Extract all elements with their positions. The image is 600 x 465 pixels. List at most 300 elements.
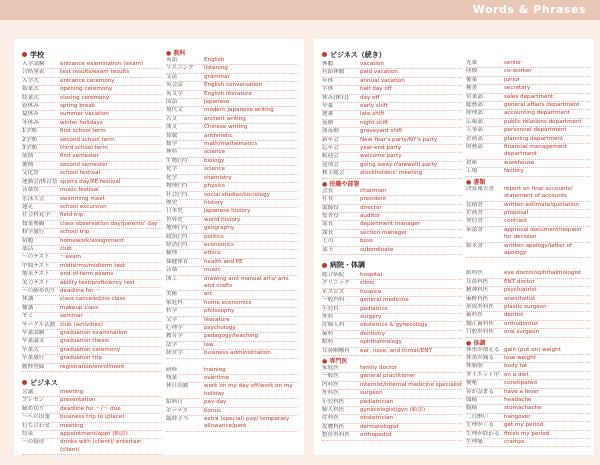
japanese-term: 夜勤 (322, 119, 334, 126)
japanese-term: 同僚 (466, 68, 478, 75)
english-term: graduation trip (60, 355, 102, 362)
japanese-term: 秘書 (466, 85, 478, 92)
vocab-row (22, 103, 162, 111)
vocab-row (466, 77, 590, 85)
vocab-row (466, 94, 590, 102)
english-term: grammar (204, 73, 230, 80)
english-term: section manager (360, 229, 408, 236)
english-term: makeup class (60, 304, 99, 311)
japanese-term: 外科医 (322, 390, 339, 397)
vocab-row (466, 68, 590, 76)
english-term: oral surgeon (504, 329, 540, 336)
english-term: orthodontist (504, 320, 539, 327)
japanese-term: 国語 (166, 99, 178, 106)
vocab-row (166, 166, 298, 174)
english-term: night shift (360, 119, 389, 126)
vocab-row (322, 145, 462, 153)
vocab-row (466, 372, 590, 380)
japanese-term: 世界史 (166, 216, 183, 223)
english-term: biology (204, 157, 225, 164)
english-term: third school term (60, 145, 108, 152)
english-term: have a fever (504, 388, 540, 395)
english-term: midterms/midterm test (60, 262, 125, 269)
vocab-row (22, 229, 162, 237)
english-term: physics (204, 183, 225, 190)
bullet-icon (322, 52, 327, 57)
english-term: world history (204, 216, 241, 223)
japanese-term: 監査役 (322, 212, 339, 219)
japanese-term: 部下 (322, 246, 334, 253)
japanese-term: ボーナス (166, 407, 189, 414)
japanese-term: 英語 (166, 57, 178, 63)
vocab-row (466, 279, 590, 287)
english-term: Japanese (204, 99, 230, 106)
vocab-row (322, 95, 462, 103)
vocab-row (166, 82, 298, 90)
vocab-row (322, 153, 462, 161)
vocab-row (466, 168, 590, 176)
vocab-row (166, 208, 298, 216)
english-term: graduation examination (60, 330, 128, 336)
japanese-term: 工場 (466, 168, 478, 175)
english-term: anesthetist (504, 295, 536, 302)
japanese-term: 教育学 (166, 333, 183, 340)
japanese-term: 古文 (166, 115, 178, 122)
english-term: training (204, 366, 226, 373)
japanese-term: 二日酔い (466, 413, 489, 420)
english-term: economics (204, 241, 234, 248)
english-term: public relations department (504, 118, 582, 125)
english-term: deadline for ～/～ due (60, 405, 121, 412)
japanese-term: サークル活動 (22, 321, 56, 328)
english-term: pedagogy/teaching (204, 333, 259, 340)
vocab-row (166, 91, 298, 99)
english-term: music (204, 267, 221, 274)
japanese-term: 耳鼻咽喉科 (322, 347, 350, 354)
vocab-row (466, 160, 590, 168)
vocab-row (466, 110, 590, 118)
english-term: cramps (504, 439, 525, 446)
japanese-term: 上司 (322, 238, 334, 245)
japanese-term: 休み(休日) (322, 94, 349, 101)
japanese-term: 麻酔科医 (466, 295, 489, 302)
section-heading: ビジネス（続き） (322, 48, 462, 61)
english-term: ancient writing (204, 115, 246, 122)
vocab-row (166, 399, 298, 407)
vocab-row (322, 415, 462, 423)
japanese-term: 体脂肪 (466, 363, 483, 370)
japanese-term: 合格発表 (22, 69, 45, 76)
vocab-row (466, 414, 590, 422)
english-term: math/mathematics (204, 141, 258, 148)
vocab-row (22, 305, 162, 313)
english-term: stomachache (504, 405, 542, 412)
vocab-row (22, 414, 162, 422)
vocab-row (466, 270, 590, 278)
english-term: class canceled/no class (60, 296, 126, 303)
english-term: annual vacation (360, 77, 405, 84)
japanese-term: 一般医 (322, 373, 339, 380)
japanese-term: 実力テスト (22, 279, 50, 286)
japanese-term: クリニック (322, 280, 350, 287)
bullet-icon (22, 380, 27, 385)
japanese-term: 人事部 (466, 127, 483, 134)
japanese-term: 打ち合わせ (22, 422, 50, 429)
english-term: graduation ceremony (60, 346, 121, 353)
japanese-term: 算数 (166, 132, 178, 139)
japanese-term: 文化祭 (22, 170, 39, 177)
english-term: modern Japanese writing (204, 107, 274, 114)
subsection-heading: ● 教科 (166, 50, 186, 57)
column-1 (22, 48, 162, 455)
japanese-term: 生理が終わる (466, 430, 500, 437)
japanese-term: 体重が減る (466, 355, 494, 361)
english-term: overtime (204, 375, 230, 382)
english-term: art (204, 291, 212, 298)
english-term: geography (204, 225, 235, 232)
english-term: lose weight (504, 355, 536, 361)
vocab-row (166, 300, 298, 308)
english-term: drawing and manual arts/ arts and crafts (204, 275, 289, 289)
japanese-term: 保健体育 (166, 258, 189, 265)
vocab-row (166, 367, 298, 375)
english-term: psychology (204, 325, 236, 331)
japanese-term: 締め切り (22, 405, 45, 412)
english-term: director (360, 204, 382, 211)
english-term: deadline for ～ (60, 287, 101, 294)
english-term: general medicine (360, 297, 409, 304)
vocab-row (466, 296, 590, 304)
vocab-row (22, 439, 162, 455)
vocab-row (22, 69, 162, 77)
vocab-row (466, 363, 590, 371)
japanese-term: 年休 (322, 77, 334, 84)
vocab-row (22, 128, 162, 136)
japanese-term: ダイエット中 (466, 371, 500, 378)
vocab-row (22, 221, 162, 229)
vocab-row (166, 333, 298, 341)
english-term: personnel department (504, 127, 567, 134)
japanese-term: 会長 (322, 187, 334, 194)
vocab-row (166, 259, 298, 267)
subsection-heading: ● 体調 (466, 339, 486, 347)
english-term: ethics (204, 250, 221, 257)
japanese-term: 新年会 (322, 136, 339, 143)
english-term: dentistry (360, 330, 386, 337)
english-term: work on my day off/work on my holiday (204, 383, 293, 397)
japanese-term: 小児科医 (322, 398, 345, 405)
japanese-term: 便秘 (466, 380, 478, 387)
vocab-row (322, 188, 462, 196)
japanese-term: 倫理 (166, 250, 178, 257)
japanese-term: 深夜勤 (322, 128, 339, 135)
english-term: secretary (504, 85, 531, 92)
japanese-term: 忘年会 (322, 145, 339, 152)
japanese-term: 早番 (322, 103, 334, 110)
japanese-term: 宿題 (22, 237, 34, 244)
japanese-term: 心理学 (166, 325, 183, 331)
vocab-row (466, 287, 590, 295)
vocab-row (166, 149, 298, 157)
vocab-row (22, 423, 162, 431)
japanese-term: 冬休み (22, 119, 39, 126)
japanese-term: 形成外科医 (466, 303, 494, 310)
japanese-term: ゼミ (22, 313, 34, 320)
japanese-term: 腹痛 (466, 405, 478, 412)
vocab-row (166, 350, 298, 358)
english-term: opening ceremony (60, 86, 113, 93)
english-term: English conversation (204, 82, 263, 89)
vocab-row (166, 408, 298, 416)
japanese-term: 美術 (166, 291, 178, 298)
english-term: obstetrician (360, 415, 394, 422)
vocab-row (22, 95, 162, 103)
japanese-term: 臨時手当 (166, 416, 189, 423)
vocab-row (466, 102, 590, 110)
japanese-term: 地理(学) (166, 225, 188, 232)
japanese-term: 社長 (322, 196, 334, 203)
english-term: ear, nose, and throat/ENT (360, 347, 432, 354)
japanese-term: 中間テスト (22, 262, 50, 269)
vocab-row (22, 355, 162, 363)
vocab-row (322, 230, 462, 238)
vocab-row (166, 200, 298, 208)
japanese-term: 始業式 (22, 86, 39, 93)
japanese-term: 送別会 (322, 161, 339, 168)
vocab-row (22, 347, 162, 355)
japanese-term: 哲学 (166, 308, 178, 315)
vocab-row (166, 74, 298, 82)
japanese-term: 決算報告書 (466, 185, 494, 192)
english-term: music festival (60, 187, 99, 194)
japanese-term: リスニング (166, 65, 194, 72)
vocab-row (322, 162, 462, 170)
vocab-row (466, 405, 590, 413)
subsection-heading: ● 専門医 (322, 358, 348, 365)
vocab-row (466, 439, 590, 447)
japanese-term: 先輩 (466, 60, 478, 66)
vocab-row (22, 120, 162, 128)
vocab-row (22, 137, 162, 145)
japanese-term: 現代文 (166, 107, 183, 114)
japanese-term: 取締役 (322, 204, 339, 211)
vocab-row (22, 153, 162, 161)
japanese-term: 前期 (22, 153, 34, 160)
english-term: health and PE (204, 258, 243, 265)
english-term: seminar (60, 313, 83, 320)
vocab-row (466, 312, 590, 320)
vocab-row (22, 389, 162, 397)
japanese-term: 理科 (166, 149, 178, 156)
vocab-row (166, 308, 298, 316)
japanese-term: 精神科医 (466, 287, 489, 294)
japanese-term: 企画部 (466, 135, 483, 142)
english-term: contract (504, 218, 528, 225)
english-term: hospice (360, 288, 382, 295)
english-term: orthopedist (360, 432, 393, 439)
vocab-row (22, 86, 162, 94)
vocab-row (322, 432, 462, 440)
english-term: class observation day/parents' day (60, 220, 158, 227)
vocab-row (22, 254, 162, 262)
japanese-term: 期末テスト (22, 271, 50, 278)
vocab-row (322, 306, 462, 314)
vocab-row (22, 204, 162, 212)
english-term: graduation thesis (60, 338, 109, 345)
japanese-term: 産婦人科 (322, 322, 345, 329)
japanese-term: 漢文 (166, 124, 178, 131)
vocab-row (22, 246, 162, 254)
english-term: early shift (360, 103, 388, 110)
english-term: club (60, 245, 72, 252)
japanese-term: 社会科見学 (22, 212, 50, 219)
english-term: going away (farewell) party (360, 161, 437, 168)
japanese-term: 入学式 (22, 77, 39, 84)
japanese-term: 外科 (322, 313, 334, 320)
vocab-row (166, 183, 298, 191)
english-term: Chinese writing (204, 124, 248, 131)
japanese-term: 企画書 (466, 209, 483, 216)
vocab-row (322, 170, 462, 178)
vocab-row (322, 128, 462, 136)
japanese-term: 耳鼻科医 (466, 278, 489, 285)
vocab-row (322, 348, 462, 356)
vocab-row (22, 111, 162, 119)
vocab-row (322, 86, 462, 94)
english-term: business administration (204, 350, 271, 357)
english-term: hospital (360, 271, 383, 278)
vocab-row (466, 227, 590, 243)
vocab-row (466, 422, 590, 430)
column-4 (466, 60, 590, 447)
vocab-row (466, 218, 590, 226)
vocab-row (166, 175, 298, 183)
vocab-row (166, 133, 298, 141)
japanese-term: 補講 (22, 304, 34, 311)
english-term: paid vacation (360, 69, 398, 76)
japanese-term: 矯正歯科医 (466, 320, 494, 327)
japanese-term: 休日出勤 (166, 383, 189, 390)
japanese-term: 眼科 (322, 339, 334, 346)
japanese-term: 入学試験 (22, 61, 45, 67)
bullet-icon (322, 263, 327, 268)
english-term: entrance examination (exam) (60, 61, 144, 67)
english-term: auditor (360, 212, 380, 219)
vocab-row (466, 355, 590, 363)
english-term: swimming meet (60, 195, 105, 202)
vocab-row (322, 280, 462, 288)
english-term: year-end party (360, 145, 402, 152)
japanese-term: 体重が増える (466, 346, 500, 353)
english-term: clinic (360, 280, 375, 287)
english-term: ～exam (60, 254, 82, 261)
vocab-row (22, 296, 162, 304)
english-term: constipated (504, 380, 537, 387)
english-term: hangover (504, 413, 531, 420)
japanese-term: プレゼン (22, 397, 45, 404)
japanese-term: 音楽 (166, 267, 178, 274)
english-term: dentist (504, 312, 524, 319)
english-term: factory (504, 168, 524, 175)
english-term: financial management department (504, 144, 567, 158)
vocab-row (22, 330, 162, 338)
japanese-term: 会議 (22, 389, 34, 396)
english-term: registration/enrollment (60, 363, 125, 370)
english-term: stockholders' meeting (360, 170, 423, 177)
english-term: written estimate/quotation (504, 201, 579, 208)
japanese-term: ホスピス (322, 288, 345, 295)
japanese-term: 物理(学) (166, 183, 188, 190)
column-2 (166, 48, 298, 432)
vocab-row (466, 389, 590, 397)
japanese-term: 英文学 (166, 90, 183, 97)
vocab-row (166, 267, 298, 275)
english-term: warehouse (504, 159, 535, 166)
vocab-row (166, 250, 298, 258)
vocab-row (166, 234, 298, 242)
japanese-term: 半休 (322, 86, 334, 93)
vocab-row (466, 380, 590, 388)
english-term: end-of-term exams (60, 271, 114, 278)
vocab-row (166, 158, 298, 166)
japanese-term: 株主総会 (322, 170, 345, 177)
english-term: politics (204, 233, 224, 240)
japanese-term: 経理部 (466, 110, 483, 117)
vocab-row (22, 179, 162, 187)
english-term: home economics (204, 299, 252, 306)
english-term: second school term (60, 136, 115, 143)
english-term: vacation (360, 61, 384, 67)
vocab-row (166, 57, 298, 65)
english-term: dermatologist (360, 423, 399, 430)
english-term: entrance ceremony (60, 77, 115, 84)
japanese-term: 一般内科 (322, 297, 345, 304)
english-term: listening (204, 65, 228, 72)
vocab-row (322, 407, 462, 415)
vocab-row (322, 390, 462, 398)
vocab-row (166, 416, 298, 432)
vocab-row (322, 289, 462, 297)
japanese-term: 卒業旅行 (22, 355, 45, 362)
english-term: business trip to (place) (60, 414, 125, 421)
japanese-term: 春休み (22, 103, 39, 110)
vocab-row (22, 271, 162, 279)
english-term: plastic surgeon (504, 303, 547, 310)
japanese-term: 卒業論文 (22, 338, 45, 345)
vocab-row (22, 280, 162, 288)
japanese-term: 法学 (166, 341, 178, 348)
english-term: obstetrics & gynecology (360, 322, 428, 329)
japanese-term: 有給休暇 (322, 69, 345, 76)
japanese-term: 休講 (22, 296, 34, 303)
english-term: proposal (504, 209, 529, 216)
vocab-row (22, 212, 162, 220)
english-term: pediatrics (360, 305, 388, 312)
japanese-term: 承認書 (466, 226, 483, 233)
japanese-term: 内科医 (322, 381, 339, 388)
japanese-term: 生物(学) (166, 157, 188, 164)
japanese-term: 給料日 (166, 399, 183, 406)
japanese-term: 夏休み (22, 111, 39, 118)
vocab-row (22, 406, 162, 414)
japanese-term: 修学旅行 (22, 229, 45, 236)
japanese-term: 研修 (166, 366, 178, 373)
vocab-row (466, 347, 590, 355)
english-term: written apology/letter of apology (504, 242, 572, 256)
vocab-row (166, 65, 298, 73)
japanese-term: 産科医 (322, 415, 339, 422)
vocab-row (22, 170, 162, 178)
